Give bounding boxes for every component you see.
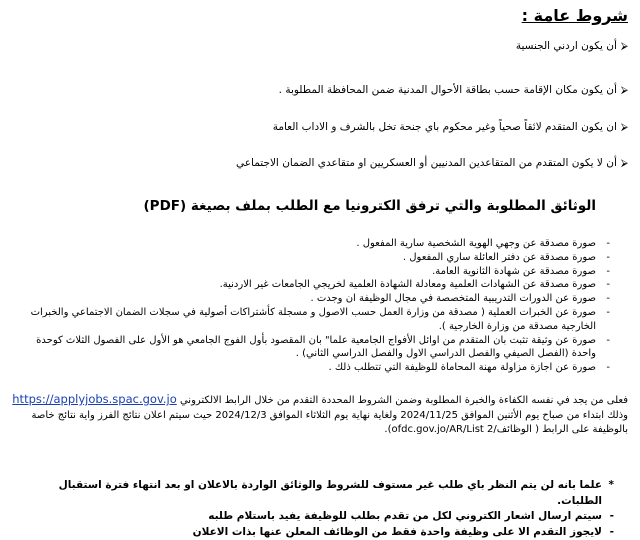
condition-text: أن يكون مكان الإقامة حسب بطاقة الأحوال المدنية ضمن المحافظة المطلوبة . bbox=[279, 84, 617, 96]
condition-text: ان يكون المتقدم لائقاً صحياً وغير محكوم باي جنحة تخل بالشرف و الاداب العامة bbox=[273, 121, 617, 133]
condition-text: أن لا يكون المتقدم من المتقاعدين المدنيين أو العسكريين او متقاعدي الضمان الاجتماعي bbox=[236, 157, 617, 169]
check-arrow-icon: ⮚ bbox=[621, 158, 628, 169]
condition-text: أن يكون اردني الجنسية bbox=[516, 40, 617, 52]
document-item: - صورة مصدقة عن وجهي الهوية الشخصية سارية المفعول . bbox=[20, 237, 610, 251]
document-item: - صورة عن وثيقة تثبت بان المتقدم من اوائل الأفواج الجامعية علما" بان المقصود بأول الفوج الجامعي هو الأول على الفصول الثلاث كوحدة واحدة (الفصل الصيفي والفصل الدراسي الاول والفصل الدراسي الثاني) . bbox=[20, 334, 610, 362]
condition-item bbox=[273, 121, 628, 133]
general-conditions-title: شروط عامة : bbox=[522, 6, 628, 25]
document-item: - صورة مصدقة عن شهادة الثانوية العامة. bbox=[20, 265, 610, 279]
condition-item bbox=[516, 40, 628, 52]
notes-list bbox=[34, 478, 614, 540]
check-arrow-icon: ⮚ bbox=[621, 41, 628, 52]
apply-paragraph bbox=[12, 392, 628, 438]
check-arrow-icon: ⮚ bbox=[621, 85, 628, 96]
apply-line2: وذلك ابتداء من صباح يوم الأثنين الموافق 2024/11/25 ولغاية نهاية يوم الثلاثاء الموافق 2024/12/3 حيث سيتم اعلان نتائج الفرز واية نتائج خاصة بالوظيفة على الرابط ( الوظائف/2 ofdc.gov.jo/AR/List). bbox=[32, 410, 628, 436]
note-item: * علما بانه لن يتم النظر باي طلب غير مستوف للشروط والوثائق الواردة بالاعلان او بعد انتهاء فترة استقبال الطلبات. bbox=[34, 478, 614, 509]
condition-item bbox=[279, 84, 628, 96]
note-item: - لايجوز التقدم الا على وظيفة واحدة فقط من الوظائف المعلن عنها بذات الاعلان bbox=[34, 525, 614, 540]
apply-line1: فعلى من يجد في نفسه الكفاءة والخبرة المطلوبة وضمن الشروط المحددة التقدم من خلال الرابط الالكتروني bbox=[180, 395, 628, 406]
check-arrow-icon: ⮚ bbox=[621, 122, 628, 133]
document-item: - صورة مصدقة عن الشهادات العلمية ومعادلة الشهادة العلمية لخريجي الجامعات غير الاردنية. bbox=[20, 278, 610, 292]
documents-title: الوثائق المطلوبة والتي ترفق الكترونيا مع الطلب بملف بصيغة (PDF) bbox=[144, 198, 597, 214]
note-item: - سيتم ارسال اشعار الكتروني لكل من تقدم بطلب للوظيفة يفيد باستلام طلبه bbox=[34, 509, 614, 525]
document-item: - صورة عن الدورات التدريبية المتخصصة في مجال الوظيفة ان وجدت . bbox=[20, 292, 610, 306]
document-item: - صورة مصدقة عن دفتر العائلة ساري المفعول . bbox=[20, 251, 610, 265]
document-item: - صورة عن الخبرات العملية ( مصدقة من وزارة العمل حسب الاصول و مسجلة كأشتراكات أصولية في سجلات الضمان الاجتماعي والخبرات الخارجية مصدقة من وزارة الخارجية ). bbox=[20, 306, 610, 334]
condition-item bbox=[236, 157, 628, 169]
documents-list bbox=[20, 237, 610, 375]
apply-link[interactable]: https://applyjobs.spac.gov.jo bbox=[12, 392, 177, 406]
document-item: - صورة عن اجازة مزاولة مهنة المحاماة للوظيفة التي تتطلب ذلك . bbox=[20, 361, 610, 375]
